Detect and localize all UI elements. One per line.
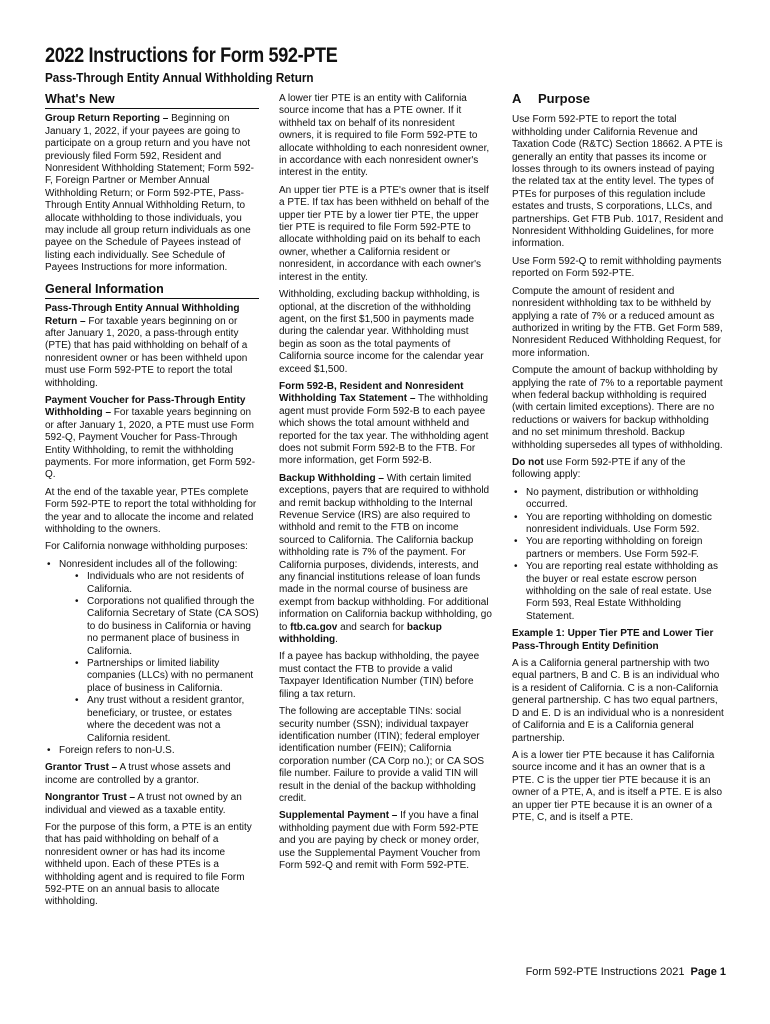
pte-return-paragraph bbox=[45, 303, 259, 390]
column-right bbox=[512, 93, 726, 829]
group-return-paragraph bbox=[45, 113, 259, 274]
list-item: • Individuals who are not residents of California. bbox=[73, 571, 259, 596]
page-footer bbox=[512, 966, 726, 978]
whats-new-heading: What's New bbox=[45, 93, 259, 109]
list-item-text: Nonresident includes all of the following: bbox=[59, 558, 238, 570]
payment-voucher-text: For taxable years beginning on or after January 1, 2020, a PTE must use Form 592-Q, Payment Voucher for Pass-Through Entity Withholding, to remit the withholding payments. For more information, get Form 592-Q. bbox=[45, 407, 256, 481]
example-paragraph-2: A is a lower tier PTE because it has California source income and it has an owner that is a PTE. C is the upper tier PTE because it is an owner of a PTE, A, and is itself a PTE. E is also an upper tier PTE because it is an owner of a PTE, C, and is itself a PTE. bbox=[512, 749, 723, 823]
nonwage-list bbox=[45, 559, 259, 758]
supplemental-payment-text: If you have a final withholding payment due with Form 592-PTE and you are paying by check or money order, use the Supplemental Payment Voucher from Form 592-Q and remit with Form 592-PTE. bbox=[279, 810, 481, 871]
use-592q-paragraph: Use Form 592-Q to remit withholding payments reported on Form 592-PTE. bbox=[512, 255, 722, 280]
nonwage-intro: For California nonwage withholding purposes: bbox=[45, 541, 248, 553]
nongrantor-trust-paragraph bbox=[45, 792, 259, 817]
list-item: • Foreign refers to non-U.S. bbox=[45, 745, 259, 757]
list-item bbox=[45, 559, 259, 745]
example-paragraph-1: A is a California general partnership with two equal partners, B and C. B is an individual who is a resident of California. C is a non-California general partnership. C has two equal partners, D and E. D is an individual who is a nonresident of California and E is a California general partnership. bbox=[512, 658, 724, 744]
list-item: • You are reporting withholding on foreign partners or members. Use Form 592-F. bbox=[512, 536, 726, 561]
column-left bbox=[45, 93, 259, 914]
sentence-end: . bbox=[335, 634, 338, 646]
list-item: • Partnerships or limited liability companies (LLCs) with no permanent place of business in California. bbox=[73, 658, 259, 695]
form-592b-term: Form 592-B, Resident and Nonresident Withholding Tax Statement – bbox=[279, 380, 464, 405]
nongrantor-trust-text: A trust not owned by an individual and viewed as a taxable entity. bbox=[45, 792, 242, 816]
use-form-paragraph: Use Form 592-PTE to report the total withholding under California Revenue and Taxation Code (R&TC) Section 18662. A PTE is generally an entity that passes its income or losses through to its owners instead of paying the related tax at the entity level. The types of PTEs for purposes of this regulation include estates and trusts, S corporations, LLCs, and partnerships. Get FTB Pub. 1017, Resident and Nonresident Withholding Guidelines, for more information. bbox=[512, 114, 724, 250]
search-term: backup withholding bbox=[279, 621, 442, 646]
do-not-text: use Form 592-PTE if any of the following apply: bbox=[512, 456, 686, 481]
footer-label: Form 592-PTE Instructions 2021 bbox=[525, 966, 685, 978]
page-subtitle: Pass-Through Entity Annual Withholding Return bbox=[45, 70, 314, 85]
backup-withholding-mid: and search for bbox=[337, 621, 407, 633]
list-item: • Any trust without a resident grantor, beneficiary, or trustee, or estates where the decedent was not a California resident. bbox=[73, 695, 259, 745]
pte-return-term: Pass-Through Entity Annual Withholding Return – bbox=[45, 303, 240, 327]
optional-withholding-paragraph: Withholding, excluding backup withholding, is optional, at the discretion of the withholding agent, on the first $1,500 in payments made during the calendar year. Withholding must begin as soon as the total payments of California source income for the calendar year exceed $1,500. bbox=[279, 289, 484, 375]
end-of-year-paragraph: At the end of the taxable year, PTEs complete Form 592-PTE to report the total withholding for the year and to allocate the income and related withholding to the owners. bbox=[45, 486, 257, 535]
supplemental-payment-term: Supplemental Payment – bbox=[279, 810, 398, 822]
backup-withholding-text: With certain limited exceptions, payers that are required to withhold and remit backup withholding to the Internal Revenue Service (IRS) are also required to withhold and remit to the FTB on income sourced to California. The California backup withholding rate is 7% of the payment. For California purposes, dividends, interests, and any financial institutions release of loan funds made in the normal course of business are exempt from backup withholding. For additional information on California backup withholding, go to bbox=[279, 472, 492, 633]
grantor-trust-term: Grantor Trust – bbox=[45, 762, 118, 774]
payee-backup-paragraph: If a payee has backup withholding, the payee must contact the FTB to provide a valid Taxpayer Identification Number (TIN) before filing a tax return. bbox=[279, 651, 480, 700]
do-not-term: Do not bbox=[512, 456, 544, 468]
list-item: • No payment, distribution or withholding occurred. bbox=[512, 487, 726, 512]
grantor-trust-paragraph bbox=[45, 762, 259, 787]
supplemental-payment-paragraph bbox=[279, 810, 492, 872]
grantor-trust-text: A trust whose assets and income are controlled by a grantor. bbox=[45, 762, 231, 786]
payment-voucher-term: Payment Voucher for Pass-Through Entity Withholding – bbox=[45, 394, 246, 419]
page-title: 2022 Instructions for Form 592-PTE bbox=[45, 44, 338, 67]
section-a-heading bbox=[512, 93, 726, 108]
nongrantor-trust-term: Nongrantor Trust – bbox=[45, 792, 136, 804]
example-heading: Example 1: Upper Tier PTE and Lower Tier Pass-Through Entity Definition bbox=[512, 628, 714, 652]
section-letter: A bbox=[512, 91, 522, 106]
lower-tier-paragraph: A lower tier PTE is an entity with California source income that has a PTE owner. If it withheld tax on behalf of its nonresident owners, it is required to file Form 592-PTE to allocate withholding to each nonresident owner, in accordance with each nonresident owner's interest in the entity. bbox=[279, 93, 490, 179]
form-592b-paragraph bbox=[279, 381, 492, 468]
acceptable-tins-paragraph: The following are acceptable TINs: social security number (SSN); individual taxpayer identification number (ITIN); federal employer identification number (FEIN); California corporation number (CA Corp no.); or CA SOS file number. Failure to provide a valid TIN will result in the denial of the backup withholding credit. bbox=[279, 706, 485, 804]
section-title: Purpose bbox=[538, 91, 591, 106]
list-item: • You are reporting withholding on domestic nonresident individuals. Use Form 592. bbox=[512, 512, 726, 537]
upper-tier-paragraph: An upper tier PTE is a PTE's owner that is itself a PTE. If tax has been withheld on behalf of the upper tier PTE by a lower tier PTE, the upper tier PTE is required to file Form 592-PTE to allocate withholding paid on its behalf to each owner, whether a California resident or nonresident, in accordance with each owner's interest in the entity. bbox=[279, 184, 490, 283]
compute-resident-paragraph: Compute the amount of resident and nonresident withholding tax to be withheld by applying a rate of 7% or a reduced amount as authorized in writing by the FTB. Get Form 589, Nonresident Reduced Withholding Request, for more information. bbox=[512, 285, 723, 359]
pte-return-text: For taxable years beginning on or after January 1, 2020, a pass-through entity (PTE) that has paid withholding on behalf of a nonresident owner or has been withheld upon must use Form 592-PTE to report the total withholding. bbox=[45, 315, 248, 389]
backup-withholding-paragraph bbox=[279, 473, 492, 647]
group-return-text: Beginning on January 1, 2022, if your payees are going to participate on a group return and you have not previously filed Form 592, Resident and Nonresident Withholding Statement; Form 592-F, Foreign Partner or Member Annual Withholding Return; or Form 592-PTE, Pass-Through Entity Annual Withholding Return, to allocate withholding to those individuals, you may include all group return individuals as one payee on the Schedule of Payees instead of listing each individually. See Schedule of Payees Instructions for more information. bbox=[45, 113, 254, 274]
general-information-heading: General Information bbox=[45, 283, 259, 299]
payment-voucher-paragraph bbox=[45, 395, 259, 482]
nonresident-sublist bbox=[59, 571, 259, 745]
compute-backup-paragraph: Compute the amount of backup withholding by applying the rate of 7% to a reportable payment when federal backup withholding is required (with certain limited exceptions). There are no reductions or waivers for backup withholding and no set minimum threshold. Backup withholding supersedes all types of withholding. bbox=[512, 365, 723, 451]
page-number: Page 1 bbox=[690, 966, 726, 978]
pte-purpose-paragraph: For the purpose of this form, a PTE is an entity that has paid withholding on behalf of a nonresident owner or has had its income withheld upon. Each of these PTEs is a withholding agent and is required to file Form 592-PTE on an annual basis to allocate withholding. bbox=[45, 821, 252, 908]
do-not-use-paragraph bbox=[512, 457, 726, 482]
ftb-website-link[interactable]: ftb.ca.gov bbox=[290, 621, 338, 633]
do-not-list bbox=[512, 487, 726, 623]
column-middle bbox=[279, 93, 492, 877]
list-item: • Corporations not qualified through the California Secretary of State (CA SOS) to do business in California or having no permanent place of business in California. bbox=[73, 596, 259, 658]
backup-withholding-term: Backup Withholding – bbox=[279, 472, 384, 484]
list-item: • You are reporting real estate withholding as the buyer or real estate escrow person withholding on the sale of real estate. Use Form 593, Real Estate Withholding Statement. bbox=[512, 561, 726, 623]
form-592b-text: The withholding agent must provide Form 592-B to each payee which shows the total amount withheld and reported for the tax year. The withholding agent does not submit Form 592-B to the FTB. For more information, get Form 592-B. bbox=[279, 393, 489, 467]
group-return-term: Group Return Reporting – bbox=[45, 113, 169, 125]
